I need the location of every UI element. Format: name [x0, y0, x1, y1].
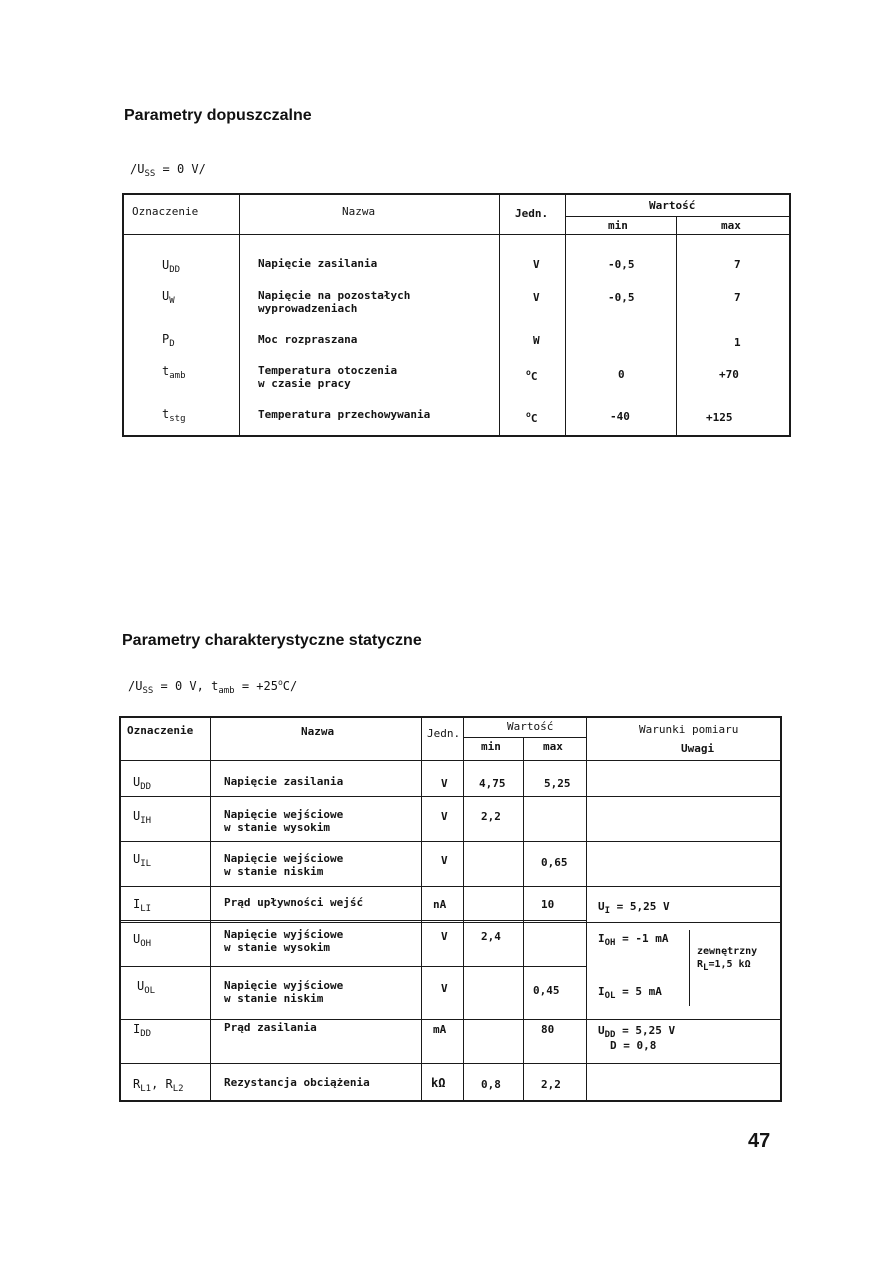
row-max: 0,45	[533, 984, 560, 997]
row-unit: V	[533, 258, 540, 271]
row-symbol: $P_D$	[162, 332, 175, 349]
row-unit: nA	[433, 898, 447, 911]
row-max: 7	[734, 291, 741, 304]
condition-iol: $I_{OL} = 5$ mA	[598, 985, 662, 1001]
row-unit: $^o$C	[526, 410, 538, 425]
row-symbol: $I_{LI}$	[133, 897, 152, 914]
row-name: Napięcie na pozostałych	[258, 289, 411, 302]
row-unit: kΩ	[431, 1076, 446, 1090]
row-name: Napięcie wyjściowe	[224, 928, 344, 941]
cond-text: /U	[130, 162, 145, 176]
cond-text: = 0 V/	[155, 162, 206, 176]
header-conditions: Warunki pomiaru	[639, 723, 739, 736]
row-symbol: $U_W$	[162, 289, 175, 306]
permissible-params-table	[122, 193, 791, 437]
row-max: +125	[706, 411, 733, 424]
row-symbol: $U_{DD}$	[133, 775, 152, 792]
row-unit: V	[441, 777, 448, 790]
row-unit: V	[441, 982, 448, 995]
row-name: Rezystancja obciążenia	[224, 1076, 370, 1089]
header-unit: Jedn.	[515, 207, 549, 220]
row-unit: V	[441, 930, 448, 943]
row-name: Temperatura otoczenia	[258, 364, 398, 377]
row-min: -40	[610, 410, 630, 423]
conditions-line-2: $/U_{SS} = 0$ V, $t_{amb} = +25^oC/$	[128, 678, 298, 696]
row-name: Napięcie wejściowe	[224, 808, 344, 821]
row-unit: mA	[433, 1023, 447, 1036]
static-params-table	[119, 716, 782, 1102]
row-name-line2: w stanie niskim	[224, 992, 324, 1005]
conditions-line-1	[130, 162, 206, 179]
section-heading-static: Parametry charakterystyczne statyczne	[122, 632, 422, 649]
row-min: -0,5	[608, 291, 635, 304]
condition-external: zewnętrzny	[697, 946, 758, 957]
row-symbol: $U_{IL}$	[133, 852, 152, 869]
row-min: 2,2	[481, 810, 501, 823]
row-name: Napięcie zasilania	[258, 257, 378, 270]
condition-udd: $U_{DD} = 5,25$ V	[598, 1024, 676, 1040]
row-symbol: $R_{L1}$, $R_{L2}$	[133, 1077, 184, 1094]
condition-rl: $R_L=1,5$ kΩ	[697, 959, 751, 973]
header-name: Nazwa	[342, 205, 376, 218]
row-symbol: $t_{stg}$	[162, 407, 186, 424]
row-unit: V	[441, 810, 448, 823]
header-value: Wartość	[507, 720, 554, 733]
row-max: 1	[734, 336, 741, 349]
row-max: 7	[734, 258, 741, 271]
header-min: min	[481, 740, 501, 753]
row-max: 10	[541, 898, 555, 911]
row-name-line2: w stanie niskim	[224, 865, 324, 878]
row-symbol: $U_{IH}$	[133, 809, 152, 826]
header-unit: Jedn.	[427, 727, 461, 740]
header-max: max	[721, 219, 741, 232]
row-max: 5,25	[544, 777, 571, 790]
header-min: min	[608, 219, 628, 232]
condition-ili: $U_I = 5,25$ V	[598, 900, 670, 916]
row-min: 4,75	[479, 777, 506, 790]
header-symbol: Oznaczenie	[127, 724, 194, 737]
row-min: -0,5	[608, 258, 635, 271]
row-min: 0,8	[481, 1078, 501, 1091]
row-unit: V	[533, 291, 540, 304]
row-min: 2,4	[481, 930, 501, 943]
section-heading-permissible: Parametry dopuszczalne	[124, 107, 312, 124]
row-symbol: $U_{OL}$	[137, 979, 156, 996]
row-name: Napięcie wyjściowe	[224, 979, 344, 992]
row-symbol: $U_{OH}$	[133, 932, 152, 949]
condition-ioh: $I_{OH} = -1$ mA	[598, 932, 669, 948]
header-max: max	[543, 740, 563, 753]
row-max: +70	[719, 368, 739, 381]
row-name: Napięcie zasilania	[224, 775, 344, 788]
row-name: Temperatura przechowywania	[258, 408, 431, 421]
row-symbol: $I_{DD}$	[133, 1022, 152, 1039]
row-max: 0,65	[541, 856, 568, 869]
cond-sub: SS	[144, 169, 156, 179]
row-name: Prąd zasilania	[224, 1021, 317, 1034]
row-name-line2: wyprowadzeniach	[258, 302, 358, 315]
row-symbol: $U_{DD}$	[162, 258, 181, 275]
row-unit: W	[533, 334, 540, 347]
row-name: Moc rozpraszana	[258, 333, 358, 346]
row-symbol: $t_{amb}$	[162, 364, 186, 381]
row-max: 2,2	[541, 1078, 561, 1091]
header-value: Wartość	[649, 199, 696, 212]
condition-d: D = 0,8	[610, 1039, 657, 1052]
row-name: Napięcie wejściowe	[224, 852, 344, 865]
header-remarks: Uwagi	[681, 742, 715, 755]
row-unit: V	[441, 854, 448, 867]
row-unit: $^o$C	[526, 368, 538, 383]
header-symbol: Oznaczenie	[132, 205, 199, 218]
header-name: Nazwa	[301, 725, 335, 738]
row-name: Prąd upływności wejść	[224, 896, 364, 909]
row-min: 0	[618, 368, 625, 381]
row-name-line2: w stanie wysokim	[224, 941, 330, 954]
row-name-line2: w czasie pracy	[258, 377, 351, 390]
page-number: 47	[748, 1130, 771, 1152]
row-name-line2: w stanie wysokim	[224, 821, 330, 834]
row-max: 80	[541, 1023, 555, 1036]
